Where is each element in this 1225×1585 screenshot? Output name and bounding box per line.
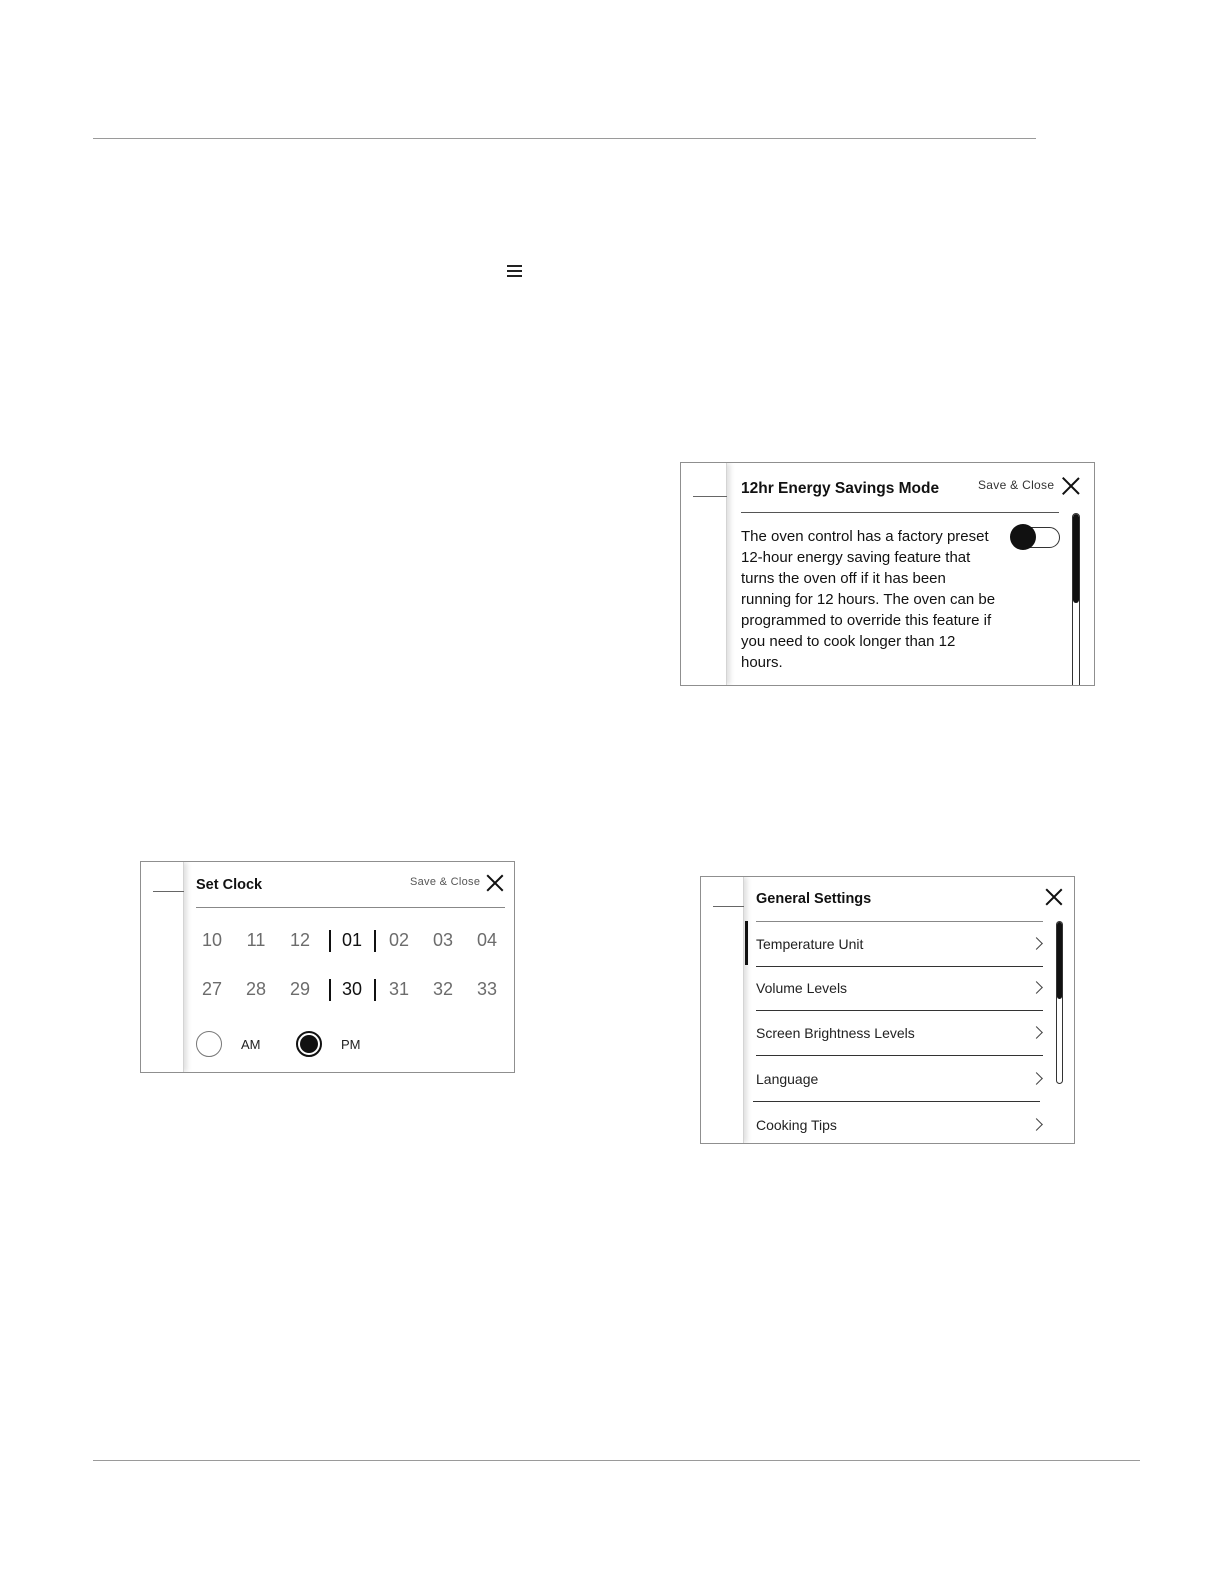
settings-item-screen-brightness[interactable]	[756, 1011, 1043, 1056]
minute-option[interactable]: 32	[432, 979, 454, 999]
bottom-rule	[93, 1460, 1140, 1461]
hour-option[interactable]: 02	[388, 930, 410, 950]
hour-option[interactable]: 03	[432, 930, 454, 950]
minute-option[interactable]: 33	[476, 979, 498, 999]
selection-bracket-left	[329, 930, 331, 952]
chevron-right-icon	[1030, 1118, 1043, 1131]
settings-item-temperature-unit[interactable]	[756, 922, 1043, 967]
scrollbar[interactable]	[1056, 921, 1063, 1084]
item-divider	[753, 1101, 1040, 1102]
hour-option-selected[interactable]: 01	[341, 930, 363, 950]
title-divider	[196, 907, 505, 908]
energy-savings-toggle[interactable]	[1012, 527, 1060, 548]
hour-option[interactable]: 11	[246, 930, 266, 950]
energy-savings-panel	[680, 462, 1095, 686]
hour-option[interactable]: 12	[289, 930, 311, 950]
set-clock-panel	[140, 861, 515, 1073]
selection-bracket-left	[329, 979, 331, 1001]
hour-option[interactable]: 04	[476, 930, 498, 950]
settings-item-label: Temperature Unit	[756, 936, 864, 952]
minute-option[interactable]: 28	[245, 979, 267, 999]
panel-title: 12hr Energy Savings Mode	[741, 480, 940, 497]
am-label: AM	[241, 1037, 261, 1052]
scrollbar[interactable]	[1072, 513, 1080, 686]
general-settings-panel	[700, 876, 1075, 1144]
panel-title: Set Clock	[196, 877, 263, 893]
side-nav-strip	[701, 877, 744, 1143]
save-close-label[interactable]: Save & Close	[410, 876, 481, 888]
minute-option-selected[interactable]: 30	[341, 979, 363, 999]
side-nav-marker	[713, 906, 744, 907]
settings-item-volume-levels[interactable]	[756, 966, 1043, 1011]
pm-radio[interactable]	[296, 1031, 322, 1057]
selection-bracket-right	[374, 930, 376, 952]
energy-description: The oven control has a factory preset 12-hour energy saving feature that turns the oven off if it has been running for 12 hours. The oven can be programmed to override this feature if you need to cook longer than 12 hours.	[741, 528, 996, 671]
close-icon[interactable]	[1062, 477, 1080, 495]
settings-item-label: Language	[756, 1071, 819, 1087]
side-nav-marker	[153, 891, 184, 892]
hour-option[interactable]: 10	[201, 930, 223, 950]
selection-bracket-right	[374, 979, 376, 1001]
side-nav-marker	[693, 496, 727, 497]
chevron-right-icon	[1030, 1026, 1043, 1039]
chevron-right-icon	[1030, 937, 1043, 950]
settings-item-label: Screen Brightness Levels	[756, 1025, 915, 1041]
active-item-indicator	[745, 921, 748, 965]
close-icon[interactable]	[1045, 888, 1062, 905]
settings-item-cooking-tips[interactable]	[756, 1103, 1043, 1144]
title-divider	[741, 512, 1059, 513]
hamburger-menu-icon	[507, 265, 522, 280]
save-close-label[interactable]: Save & Close	[978, 478, 1055, 492]
minute-option[interactable]: 31	[388, 979, 410, 999]
am-radio[interactable]	[196, 1031, 222, 1057]
scrollbar-thumb[interactable]	[1057, 922, 1062, 999]
pm-label: PM	[341, 1037, 361, 1052]
panel-title: General Settings	[756, 891, 872, 907]
minute-option[interactable]: 29	[289, 979, 311, 999]
chevron-right-icon	[1030, 981, 1043, 994]
close-icon[interactable]	[486, 874, 503, 891]
settings-item-label: Cooking Tips	[756, 1117, 837, 1133]
minute-option[interactable]: 27	[201, 979, 223, 999]
item-divider	[756, 1055, 1043, 1056]
toggle-knob	[1010, 524, 1036, 550]
settings-item-label: Volume Levels	[756, 980, 848, 996]
scrollbar-thumb[interactable]	[1073, 514, 1079, 603]
side-nav-strip	[141, 862, 184, 1072]
settings-item-language[interactable]	[756, 1057, 1043, 1102]
chevron-right-icon	[1030, 1072, 1043, 1085]
top-rule	[93, 138, 1036, 139]
